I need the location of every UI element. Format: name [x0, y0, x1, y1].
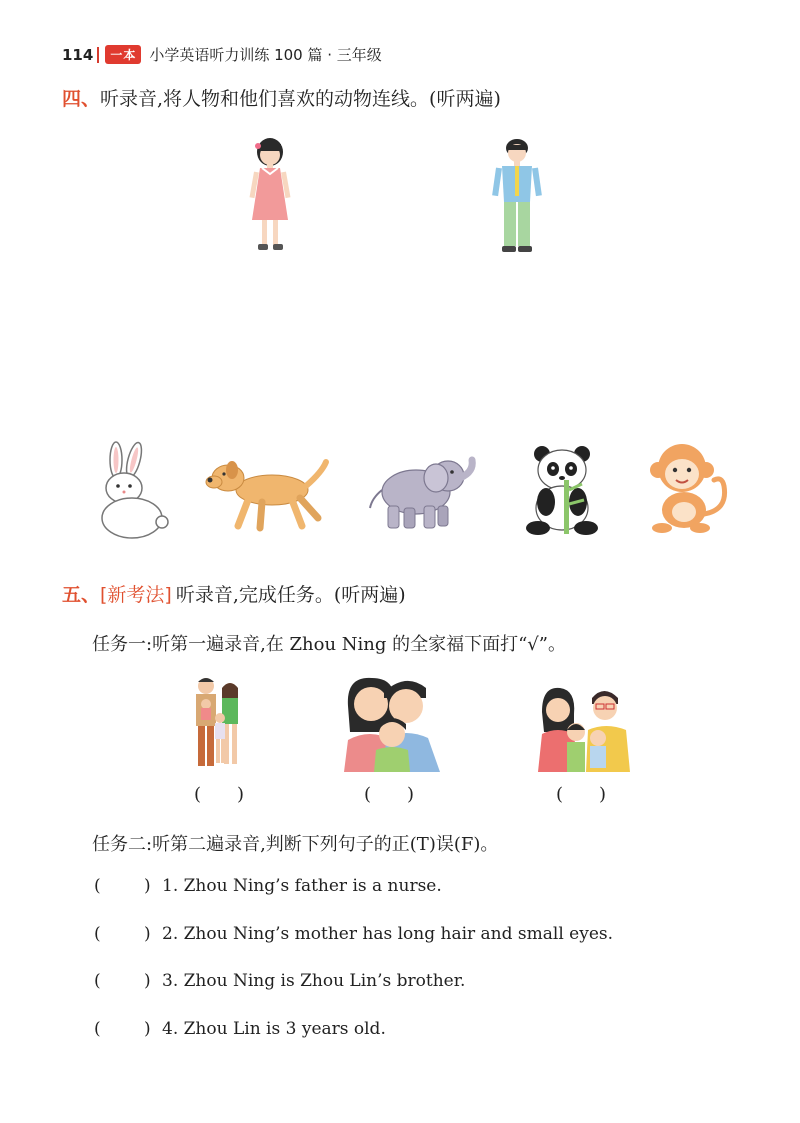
elephant-icon	[366, 452, 480, 532]
family-photo-1-icon	[188, 674, 254, 772]
boy-figure-icon	[492, 136, 542, 256]
answer-blank-4-close: )	[144, 1019, 151, 1039]
question-4	[94, 1019, 386, 1039]
answer-blank-1-open[interactable]: (	[94, 876, 101, 896]
answer-blank-2-close: )	[144, 924, 151, 944]
section-5-instruction: 听录音,完成任务。(听两遍)	[175, 584, 406, 606]
task-1-instruction: 任务一:听第一遍录音,在 Zhou Ning 的全家福下面打“√”。	[92, 634, 566, 655]
section-4-instruction: 听录音,将人物和他们喜欢的动物连线。(听两遍)	[100, 88, 501, 110]
section-4-title	[62, 84, 501, 111]
task-2-instruction: 任务二:听第二遍录音,判断下列句子的正(T)误(F)。	[92, 834, 499, 855]
question-1-text: 1. Zhou Ning’s father is a nurse.	[162, 876, 442, 896]
photo-1-answer-blank[interactable]: ( )	[194, 784, 245, 805]
page-number: 114	[62, 45, 94, 64]
question-2	[94, 924, 613, 944]
question-4-text: 4. Zhou Lin is 3 years old.	[162, 1019, 386, 1039]
panda-icon	[524, 444, 608, 536]
family-photo-3-icon	[536, 682, 632, 772]
photo-2-answer-blank[interactable]: ( )	[364, 784, 415, 805]
answer-blank-3-open[interactable]: (	[94, 971, 101, 991]
monkey-icon	[648, 440, 732, 536]
answer-blank-3-close: )	[144, 971, 151, 991]
section-5-number: 五、	[62, 584, 101, 606]
question-1	[94, 876, 442, 896]
answer-blank-2-open[interactable]: (	[94, 924, 101, 944]
new-method-tag: [新考法]	[100, 584, 172, 606]
answer-blank-4-open[interactable]: (	[94, 1019, 101, 1039]
brand-logo: 一本	[105, 45, 141, 64]
header-divider	[97, 47, 99, 63]
book-title: 小学英语听力训练 100 篇 · 三年级	[149, 46, 382, 64]
family-photo-2-icon	[340, 672, 444, 772]
section-4-number: 四、	[62, 88, 101, 110]
photo-3-answer-blank[interactable]: ( )	[556, 784, 607, 805]
section-5-title	[62, 580, 406, 607]
girl-figure-icon	[240, 132, 300, 254]
dog-icon	[206, 456, 328, 534]
page-header	[62, 44, 382, 65]
answer-blank-1-close: )	[144, 876, 151, 896]
question-2-text: 2. Zhou Ning’s mother has long hair and small eyes.	[162, 924, 614, 944]
rabbit-icon	[88, 442, 174, 540]
question-3-text: 3. Zhou Ning is Zhou Lin’s brother.	[162, 971, 466, 991]
question-3	[94, 971, 465, 991]
